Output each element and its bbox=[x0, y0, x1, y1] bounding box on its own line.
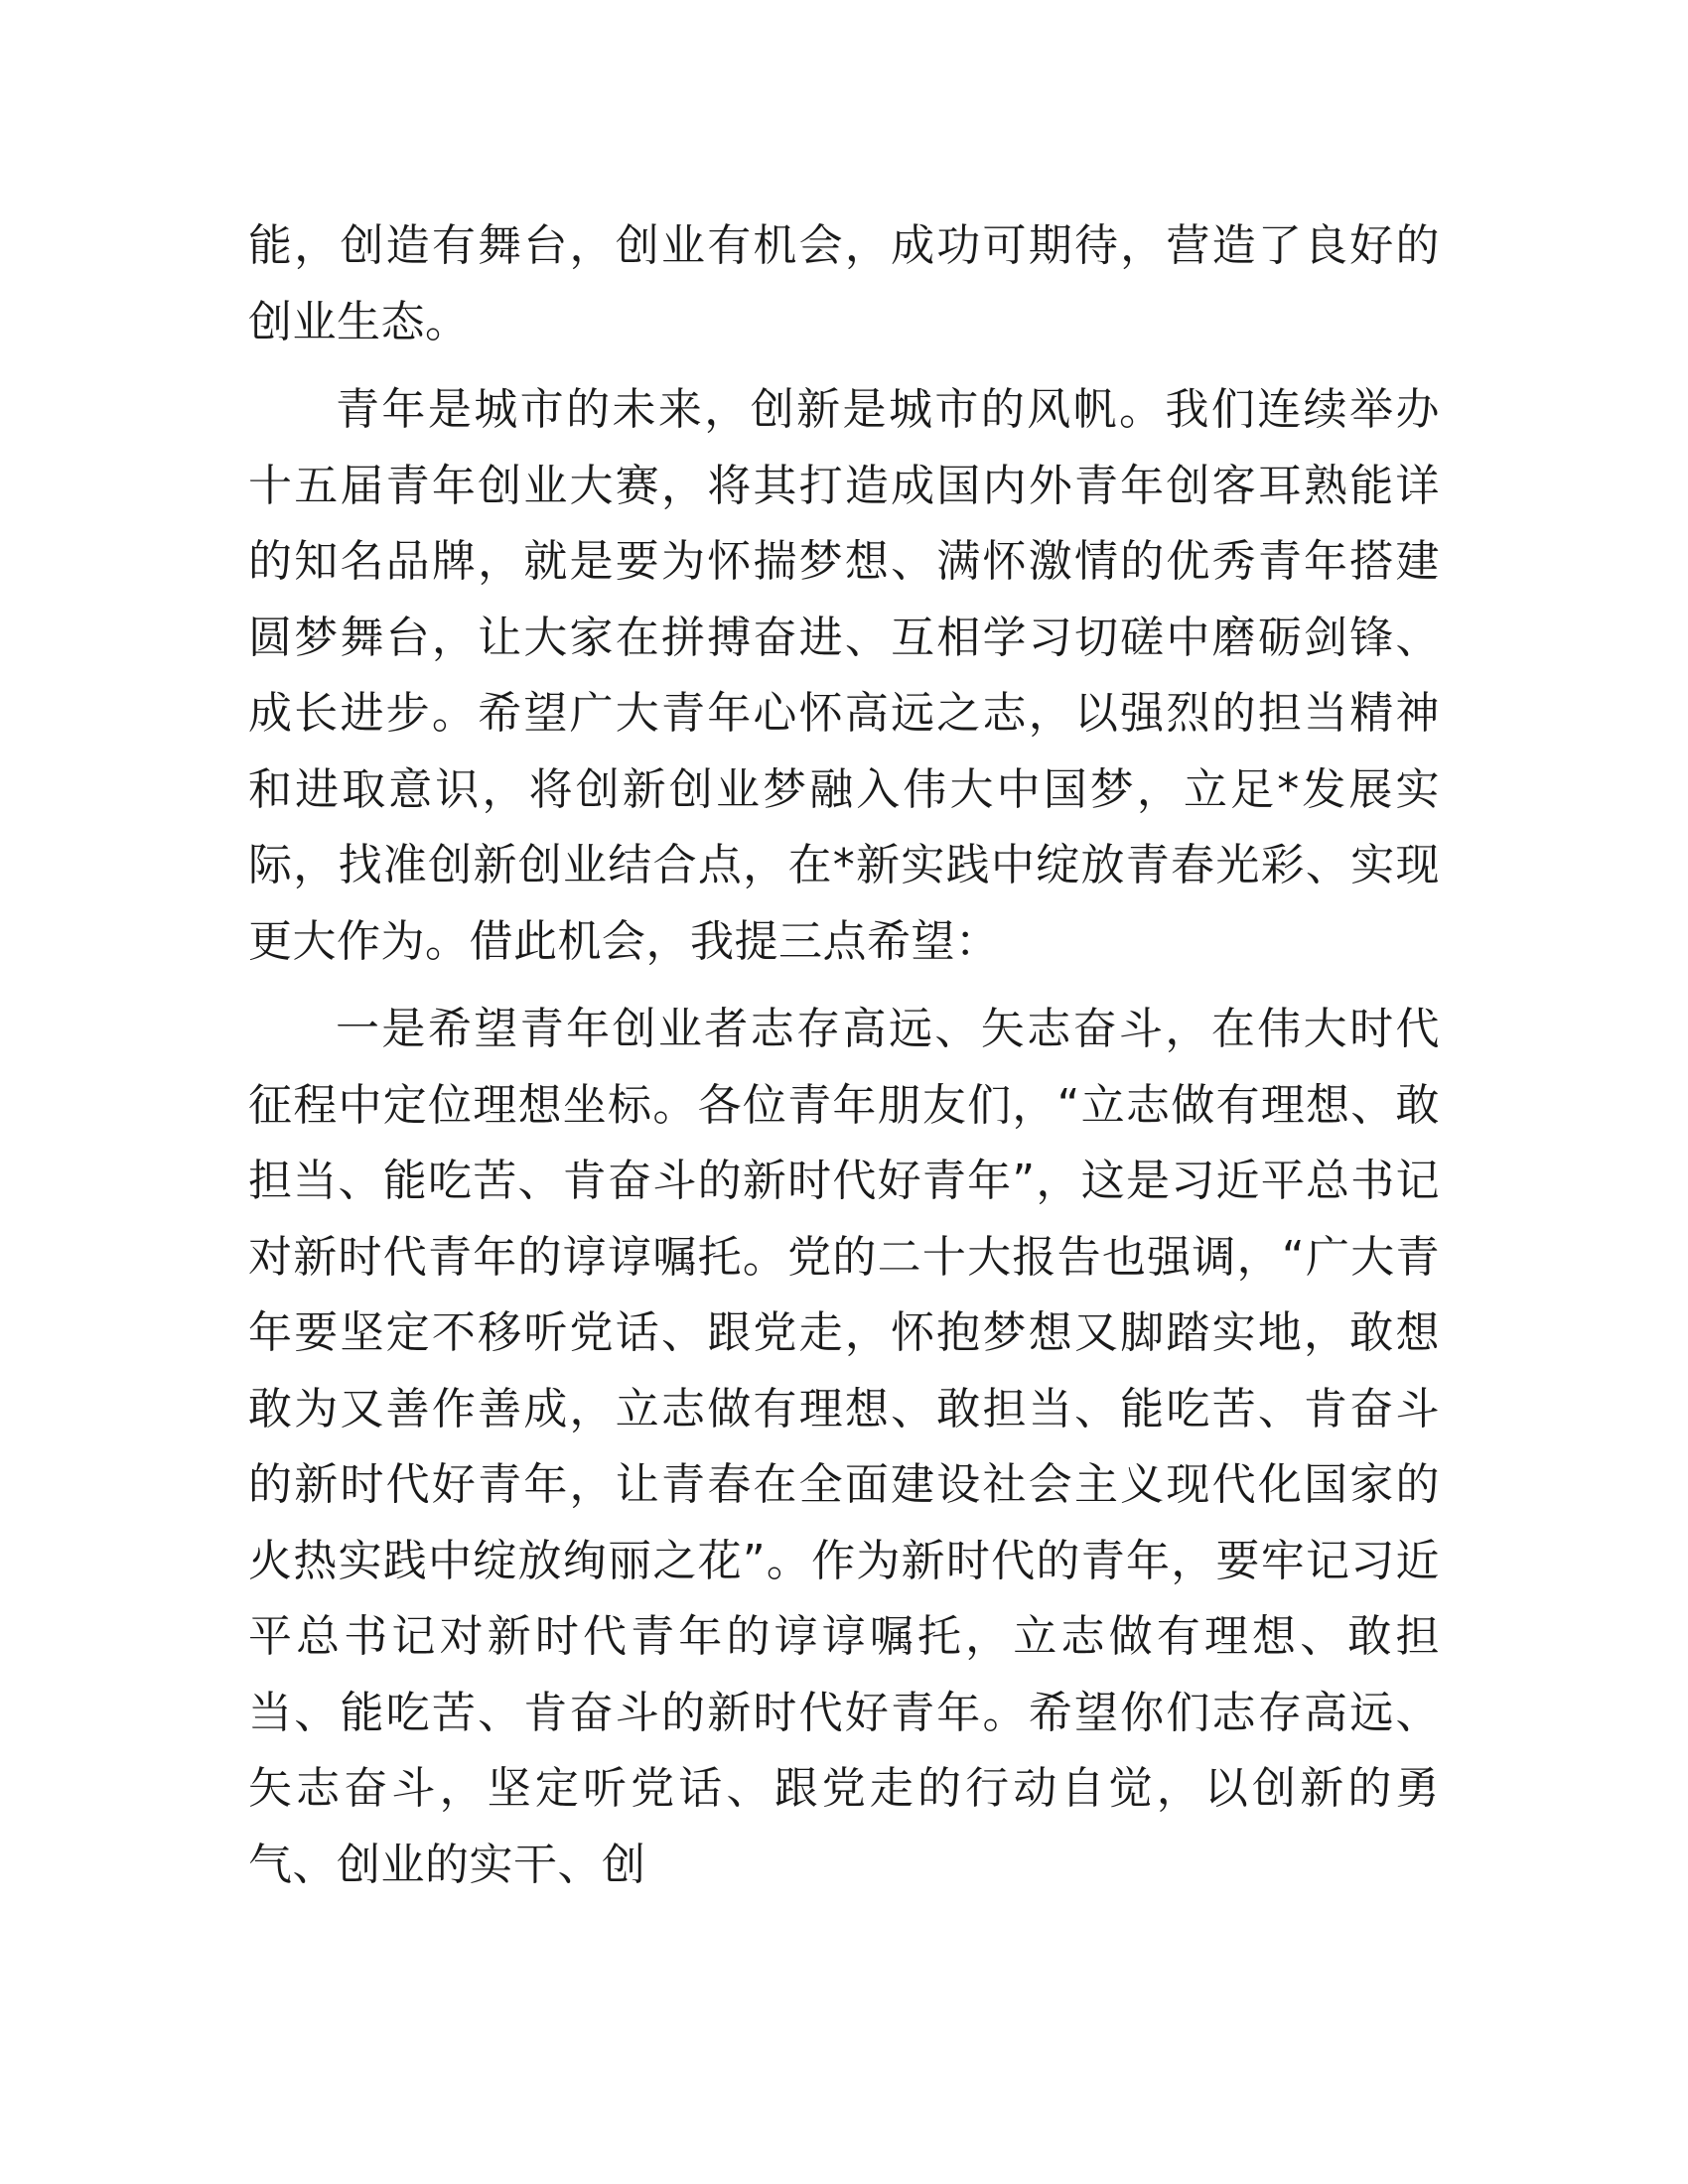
paragraph-first-hope: 一是希望青年创业者志存高远、矢志奋斗，在伟大时代征程中定位理想坐标。各位青年朋友们，“立志做有理想、敢担当、能吃苦、肯奋斗的新时代好青年”，这是习近平总书记对新时代青年的谆谆嘱托。党的二十大报告也强调，“广大青年要坚定不移听党话、跟党走，怀抱梦想又脚踏实地，敢想敢为又善作善成，立志做有理想、敢担当、能吃苦、肯奋斗的新时代好青年，让青春在全面建设社会主义现代化国家的火热实践中绽放绚丽之花”。作为新时代的青年，要牢记习近平总书记对新时代青年的谆谆嘱托，立志做有理想、敢担当、能吃苦、肯奋斗的新时代好青年。希望你们志存高远、矢志奋斗，坚定听党话、跟党走的行动自觉，以创新的勇气、创业的实干、创 bbox=[248, 1004, 1440, 1890]
paragraph-continuation: 能，创造有舞台，创业有机会，成功可期待，营造了良好的创业生态。 bbox=[248, 220, 1440, 347]
document-body bbox=[248, 208, 1440, 1903]
paragraph-youth-innovation: 青年是城市的未来，创新是城市的风帆。我们连续举办十五届青年创业大赛，将其打造成国内外青年创客耳熟能详的知名品牌，就是要为怀揣梦想、满怀激情的优秀青年搭建圆梦舞台，让大家在拼搏奋进、互相学习切磋中磨砺剑锋、成长进步。希望广大青年心怀高远之志，以强烈的担当精神和进取意识，将创新创业梦融入伟大中国梦，立足*发展实际，找准创新创业结合点，在*新实践中绽放青春光彩、实现更大作为。借此机会，我提三点希望： bbox=[248, 384, 1440, 967]
